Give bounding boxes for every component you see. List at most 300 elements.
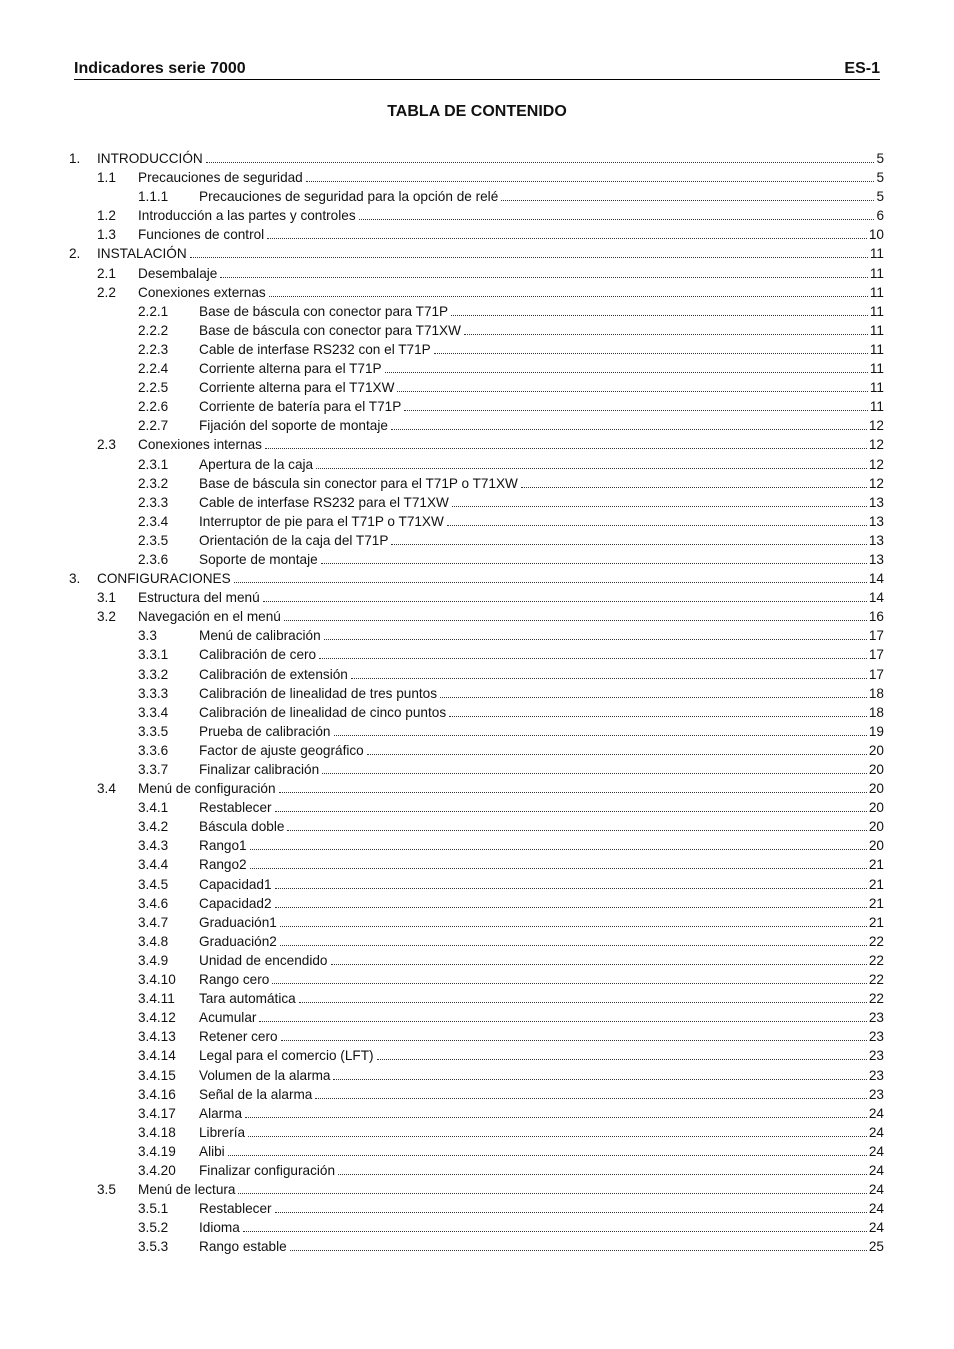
toc-entry-label: Base de báscula con conector para T71XW <box>199 322 461 338</box>
toc-entry-page: 24 <box>868 1105 884 1121</box>
toc-entry-page: 11 <box>869 341 884 357</box>
toc-entry-label: INSTALACIÓN <box>97 246 187 262</box>
toc-entry-number: 2.3.3 <box>138 494 169 510</box>
toc-entry[interactable] <box>0 168 954 187</box>
toc-entry-label: CONFIGURACIONES <box>97 571 231 587</box>
toc-entry[interactable] <box>0 244 954 263</box>
toc-entry[interactable] <box>0 951 954 970</box>
toc-entry-number: 3.1 <box>97 590 116 606</box>
toc-entry-number: 2.3.6 <box>138 551 169 567</box>
dot-leader <box>385 372 868 373</box>
toc-entry[interactable] <box>0 645 954 664</box>
toc-entry-number: 2.2.3 <box>138 341 169 357</box>
toc-entry-line <box>199 626 884 645</box>
toc-entry-number: 3.4 <box>97 781 116 797</box>
dot-leader <box>315 1098 867 1099</box>
toc-entry-label: Acumular <box>199 1010 257 1026</box>
toc-entry-line <box>199 913 884 932</box>
toc-entry-number: 3.4.11 <box>138 991 175 1007</box>
toc-entry-line <box>199 684 884 703</box>
dot-leader <box>243 1231 867 1232</box>
dot-leader <box>319 658 867 659</box>
toc-entry-page: 14 <box>868 590 884 606</box>
toc-entry-number: 2.3.1 <box>138 456 169 472</box>
toc-entry-number: 3. <box>69 571 81 587</box>
toc-entry-label: Librería <box>199 1124 246 1140</box>
toc-entry-line <box>138 225 884 244</box>
toc-entry-page: 22 <box>868 952 884 968</box>
toc-entry-label: Cable de interfase RS232 para el T71XW <box>199 494 449 510</box>
toc-entry-line <box>199 1027 884 1046</box>
toc-entry-page: 20 <box>868 781 884 797</box>
toc-entry-line <box>199 1142 884 1161</box>
toc-entry-label: Menú de calibración <box>199 628 321 644</box>
toc-entry[interactable] <box>0 1123 954 1142</box>
toc-entry-line <box>199 416 884 435</box>
toc-entry[interactable] <box>0 321 954 340</box>
dot-leader <box>238 1193 866 1194</box>
toc-entry-number: 2.3 <box>97 437 116 453</box>
toc-entry[interactable] <box>0 1046 954 1065</box>
toc-entry-number: 3.4.9 <box>138 952 169 968</box>
toc-entry-number: 2.2.2 <box>138 322 169 338</box>
toc-entry-label: Corriente alterna para el T71P <box>199 361 382 377</box>
dot-leader <box>322 773 867 774</box>
toc-entry-label: Capacidad1 <box>199 876 272 892</box>
dot-leader <box>275 1212 867 1213</box>
dot-leader <box>501 200 874 201</box>
dot-leader <box>269 296 868 297</box>
dot-leader <box>265 448 867 449</box>
dot-leader <box>391 429 867 430</box>
toc-entry-number: 3.4.10 <box>138 972 176 988</box>
toc-entry-page: 13 <box>868 513 884 529</box>
toc-entry-line <box>199 1237 884 1256</box>
toc-entry-line <box>199 1161 884 1180</box>
toc-entry[interactable] <box>0 493 954 512</box>
toc-entry-page: 22 <box>868 972 884 988</box>
toc-entry-line <box>138 1180 884 1199</box>
toc-entry-line <box>199 1046 884 1065</box>
toc-entry-label: Cable de interfase RS232 con el T71P <box>199 341 431 357</box>
toc-entry-label: Calibración de cero <box>199 647 317 663</box>
toc-entry[interactable] <box>0 665 954 684</box>
toc-entry-line <box>199 493 884 512</box>
dot-leader <box>206 162 875 163</box>
dot-leader <box>248 1136 867 1137</box>
toc-entry-page: 20 <box>868 762 884 777</box>
toc-entry[interactable] <box>0 225 954 244</box>
toc-entry[interactable] <box>0 817 954 836</box>
toc-entry-label: Restablecer <box>199 800 272 816</box>
toc-entry-number: 2.2.5 <box>138 380 169 396</box>
toc-entry-number: 3.3.7 <box>138 762 169 777</box>
toc-entry-number: 3.4.19 <box>138 1143 176 1159</box>
toc-entry-line <box>199 321 884 340</box>
dot-leader <box>280 945 867 946</box>
toc-entry-number: 2.3.5 <box>138 532 169 548</box>
toc-entry[interactable] <box>0 913 954 932</box>
dot-leader <box>451 315 868 316</box>
toc-entry-line <box>199 951 884 970</box>
toc-entry[interactable] <box>0 550 954 569</box>
toc-entry-page: 20 <box>868 838 884 854</box>
toc-entry[interactable] <box>0 779 954 798</box>
toc-entry[interactable] <box>0 970 954 989</box>
toc-entry[interactable] <box>0 989 954 1008</box>
dot-leader <box>404 410 868 411</box>
dot-leader <box>331 964 867 965</box>
toc-entry-label: Volumen de la alarma <box>199 1067 331 1083</box>
toc-entry[interactable] <box>0 588 954 607</box>
toc-entry-page: 5 <box>876 170 884 186</box>
toc-entry-line <box>199 531 884 550</box>
toc-entry[interactable] <box>0 378 954 397</box>
toc-entry[interactable] <box>0 149 954 168</box>
toc-entry-number: 3.4.16 <box>138 1086 176 1102</box>
toc-entry-label: Funciones de control <box>138 227 265 243</box>
toc-entry[interactable] <box>0 455 954 474</box>
toc-entry-label: Finalizar configuración <box>199 1162 336 1178</box>
toc-entry-page: 23 <box>868 1029 884 1045</box>
toc-entry[interactable] <box>0 932 954 951</box>
toc-entry-page: 24 <box>868 1182 884 1198</box>
toc-entry[interactable] <box>0 1085 954 1104</box>
toc-entry-label: Alibi <box>199 1143 225 1159</box>
toc-entry-line <box>138 264 884 283</box>
dot-leader <box>351 678 867 679</box>
toc-entry-number: 3.4.12 <box>138 1010 176 1026</box>
toc-entry[interactable] <box>0 626 954 645</box>
toc-entry-line <box>199 760 884 779</box>
toc-entry[interactable] <box>0 1027 954 1046</box>
toc-entry-line <box>199 645 884 664</box>
toc-entry-label: INTRODUCCIÓN <box>97 151 203 166</box>
toc-entry-page: 21 <box>868 857 884 873</box>
toc-entry-label: Calibración de linealidad de cinco puntos <box>199 704 447 720</box>
toc-entry-line <box>199 340 884 359</box>
dot-leader <box>333 1079 866 1080</box>
toc-entry[interactable] <box>0 836 954 855</box>
toc-entry[interactable] <box>0 1237 954 1256</box>
dot-leader <box>250 849 867 850</box>
toc-entry-label: Rango1 <box>199 838 247 854</box>
toc-entry-line <box>97 149 884 168</box>
toc-entry-page: 20 <box>868 819 884 835</box>
toc-entry-line <box>97 244 884 263</box>
toc-entry-label: Menú de lectura <box>138 1182 236 1198</box>
dot-leader <box>234 582 867 583</box>
toc-entry-page: 12 <box>868 456 884 472</box>
toc-entry-line <box>199 302 884 321</box>
toc-entry[interactable] <box>0 741 954 760</box>
dot-leader <box>440 697 867 698</box>
toc-entry[interactable] <box>0 416 954 435</box>
table-of-contents <box>0 149 954 1256</box>
toc-entry-label: Orientación de la caja del T71P <box>199 532 389 548</box>
toc-entry-page: 23 <box>868 1067 884 1083</box>
toc-entry-page: 23 <box>868 1086 884 1102</box>
toc-entry-page: 11 <box>869 322 884 338</box>
toc-entry-line <box>199 378 884 397</box>
toc-entry-label: Estructura del menú <box>138 590 260 606</box>
toc-entry[interactable] <box>0 798 954 817</box>
toc-entry[interactable] <box>0 569 954 588</box>
toc-entry-number: 2.2.6 <box>138 399 169 415</box>
dot-leader <box>263 601 867 602</box>
toc-entry-line <box>138 607 884 626</box>
toc-entry-label: Alarma <box>199 1105 243 1121</box>
dot-leader <box>190 257 868 258</box>
toc-entry-page: 20 <box>868 800 884 816</box>
toc-entry-page: 24 <box>868 1201 884 1217</box>
toc-entry-page: 20 <box>868 742 884 758</box>
page-header <box>74 58 880 80</box>
toc-entry-line <box>199 798 884 817</box>
toc-entry-number: 3.4.15 <box>138 1067 176 1083</box>
dot-leader <box>377 1059 867 1060</box>
toc-entry-label: Báscula doble <box>199 819 285 835</box>
toc-entry-page: 5 <box>876 151 884 166</box>
toc-entry-number: 3.5 <box>97 1182 116 1198</box>
toc-entry-number: 3.4.13 <box>138 1029 176 1045</box>
toc-entry-label: Prueba de calibración <box>199 723 331 739</box>
toc-entry-label: Unidad de encendido <box>199 952 328 968</box>
toc-entry-line <box>97 569 884 588</box>
toc-entry[interactable] <box>0 206 954 225</box>
toc-entry-label: Corriente alterna para el T71XW <box>199 380 395 396</box>
dot-leader <box>267 238 867 239</box>
dot-leader <box>316 468 867 469</box>
toc-entry[interactable] <box>0 187 954 206</box>
toc-entry-label: Rango cero <box>199 972 270 988</box>
dot-leader <box>299 1002 867 1003</box>
toc-entry-page: 13 <box>868 551 884 567</box>
toc-entry-line <box>199 855 884 874</box>
toc-entry-line <box>199 455 884 474</box>
toc-entry[interactable] <box>0 703 954 722</box>
toc-entry[interactable] <box>0 474 954 493</box>
toc-entry-label: Menú de configuración <box>138 781 276 797</box>
dot-leader <box>449 716 867 717</box>
toc-entry-page: 11 <box>869 246 884 262</box>
toc-entry-page: 22 <box>868 991 884 1007</box>
toc-entry-number: 3.4.2 <box>138 819 169 835</box>
toc-entry-number: 3.4.20 <box>138 1162 176 1178</box>
toc-entry-label: Conexiones internas <box>138 437 262 453</box>
dot-leader <box>275 888 867 889</box>
toc-entry-page: 12 <box>868 475 884 491</box>
toc-entry-page: 11 <box>869 303 884 319</box>
toc-entry[interactable] <box>0 1066 954 1085</box>
toc-entry-number: 3.2 <box>97 609 116 625</box>
toc-entry-page: 24 <box>868 1143 884 1159</box>
toc-entry-page: 17 <box>868 666 884 682</box>
toc-entry-label: Introducción a las partes y controles <box>138 208 356 224</box>
toc-entry-label: Corriente de batería para el T71P <box>199 399 402 415</box>
toc-entry-number: 3.4.18 <box>138 1124 176 1140</box>
dot-leader <box>284 620 867 621</box>
dot-leader <box>259 1021 866 1022</box>
toc-entry[interactable] <box>0 894 954 913</box>
toc-entry[interactable] <box>0 1180 954 1199</box>
toc-entry-page: 25 <box>868 1239 884 1255</box>
toc-entry-label: Factor de ajuste geográfico <box>199 742 364 758</box>
dot-leader <box>275 811 867 812</box>
toc-entry[interactable] <box>0 760 954 779</box>
toc-heading: TABLA DE CONTENIDO <box>387 103 567 120</box>
toc-entry-number: 3.3.5 <box>138 723 169 739</box>
toc-entry-line <box>199 894 884 913</box>
toc-entry-number: 3.4.6 <box>138 895 169 911</box>
toc-entry-number: 2. <box>69 246 81 262</box>
dot-leader <box>464 334 868 335</box>
toc-entry-line <box>199 703 884 722</box>
dot-leader <box>324 639 867 640</box>
toc-entry-page: 19 <box>868 723 884 739</box>
toc-entry-label: Legal para el comercio (LFT) <box>199 1048 374 1064</box>
toc-entry[interactable] <box>0 359 954 378</box>
toc-entry-number: 1.1 <box>97 170 116 186</box>
dot-leader <box>272 983 867 984</box>
toc-entry[interactable] <box>0 684 954 703</box>
toc-entry[interactable] <box>0 1218 954 1237</box>
toc-entry-label: Apertura de la caja <box>199 456 314 472</box>
toc-entry-label: Tara automática <box>199 991 296 1007</box>
toc-entry-page: 23 <box>868 1048 884 1064</box>
toc-entry-number: 3.4.1 <box>138 800 169 816</box>
toc-entry-line <box>199 722 884 741</box>
dot-leader <box>359 219 875 220</box>
toc-entry-line <box>199 932 884 951</box>
toc-entry-page: 11 <box>869 265 884 281</box>
toc-entry-label: Precauciones de seguridad para la opción de relé <box>199 189 499 205</box>
toc-entry-number: 3.4.14 <box>138 1048 176 1064</box>
toc-entry[interactable] <box>0 1161 954 1180</box>
toc-entry[interactable] <box>0 722 954 741</box>
dot-leader <box>321 563 867 564</box>
toc-entry[interactable] <box>0 607 954 626</box>
toc-entry-line <box>138 168 884 187</box>
toc-entry[interactable] <box>0 340 954 359</box>
toc-entry[interactable] <box>0 1199 954 1218</box>
toc-entry-page: 24 <box>868 1124 884 1140</box>
toc-entry-number: 3.3.3 <box>138 685 169 701</box>
toc-entry-page: 11 <box>869 361 884 377</box>
toc-entry-number: 3.3.1 <box>138 647 169 663</box>
toc-entry-line <box>199 1066 884 1085</box>
toc-entry-page: 24 <box>868 1220 884 1236</box>
toc-entry-number: 3.4.8 <box>138 933 169 949</box>
toc-entry-number: 3.3.4 <box>138 704 169 720</box>
toc-entry[interactable] <box>0 1142 954 1161</box>
dot-leader <box>287 830 866 831</box>
toc-entry-label: Rango estable <box>199 1239 287 1255</box>
toc-entry-line <box>199 550 884 569</box>
toc-entry[interactable] <box>0 875 954 894</box>
toc-entry-number: 2.3.4 <box>138 513 169 529</box>
dot-leader <box>367 754 867 755</box>
toc-entry-number: 2.2.4 <box>138 361 169 377</box>
dot-leader <box>279 792 867 793</box>
toc-entry[interactable] <box>0 397 954 416</box>
dot-leader <box>220 277 868 278</box>
page-number: ES-1 <box>844 60 880 77</box>
toc-entry-label: Base de báscula sin conector para el T71P o T71XW <box>199 475 518 491</box>
toc-entry[interactable] <box>0 512 954 531</box>
toc-entry-page: 11 <box>869 380 884 396</box>
toc-entry-number: 3.3.2 <box>138 666 169 682</box>
toc-entry-label: Desembalaje <box>138 265 218 281</box>
toc-entry-line <box>138 283 884 302</box>
toc-entry-line <box>199 187 884 206</box>
toc-entry-label: Graduación1 <box>199 914 277 930</box>
toc-entry-page: 10 <box>868 227 884 243</box>
toc-entry[interactable] <box>0 283 954 302</box>
dot-leader <box>245 1117 867 1118</box>
toc-entry-page: 6 <box>876 208 884 224</box>
toc-entry-line <box>199 1123 884 1142</box>
toc-entry-number: 3.5.1 <box>138 1201 169 1217</box>
toc-entry-label: Calibración de extensión <box>199 666 348 682</box>
toc-entry-page: 12 <box>868 437 884 453</box>
toc-entry-page: 13 <box>868 494 884 510</box>
toc-entry-line <box>199 474 884 493</box>
dot-leader <box>334 735 867 736</box>
document-title: Indicadores serie 7000 <box>74 60 246 77</box>
toc-entry-line <box>199 665 884 684</box>
toc-entry-page: 14 <box>868 571 884 587</box>
toc-entry-label: Graduación2 <box>199 933 277 949</box>
toc-entry[interactable] <box>0 1104 954 1123</box>
toc-entry-line <box>138 206 884 225</box>
toc-entry-line <box>199 359 884 378</box>
toc-entry-number: 3.5.3 <box>138 1239 169 1255</box>
toc-entry-label: Señal de la alarma <box>199 1086 313 1102</box>
toc-entry-label: Soporte de montaje <box>199 551 318 567</box>
dot-leader <box>521 487 867 488</box>
toc-entry[interactable] <box>0 1008 954 1027</box>
toc-entry-number: 1.3 <box>97 227 116 243</box>
toc-entry-number: 3.4.4 <box>138 857 169 873</box>
toc-entry-page: 17 <box>868 647 884 663</box>
dot-leader <box>434 353 868 354</box>
toc-entry-number: 2.2 <box>97 284 116 300</box>
toc-entry-label: Rango2 <box>199 857 247 873</box>
dot-leader <box>250 868 867 869</box>
toc-entry-line <box>199 817 884 836</box>
toc-entry[interactable] <box>0 302 954 321</box>
dot-leader <box>447 525 867 526</box>
toc-entry-page: 11 <box>869 399 884 415</box>
toc-entry-number: 1.2 <box>97 208 116 224</box>
toc-entry-line <box>199 970 884 989</box>
dot-leader <box>306 181 875 182</box>
toc-entry-line <box>138 588 884 607</box>
toc-entry-label: Base de báscula con conector para T71P <box>199 303 449 319</box>
toc-entry[interactable] <box>0 435 954 454</box>
toc-entry[interactable] <box>0 855 954 874</box>
toc-entry-number: 3.4.5 <box>138 876 169 892</box>
toc-entry[interactable] <box>0 264 954 283</box>
toc-entry-page: 21 <box>868 876 884 892</box>
toc-entry-number: 2.2.1 <box>138 303 169 319</box>
toc-entry-line <box>199 741 884 760</box>
dot-leader <box>228 1155 867 1156</box>
toc-entry[interactable] <box>0 531 954 550</box>
dot-leader <box>452 506 867 507</box>
toc-entry-number: 1. <box>69 151 81 166</box>
